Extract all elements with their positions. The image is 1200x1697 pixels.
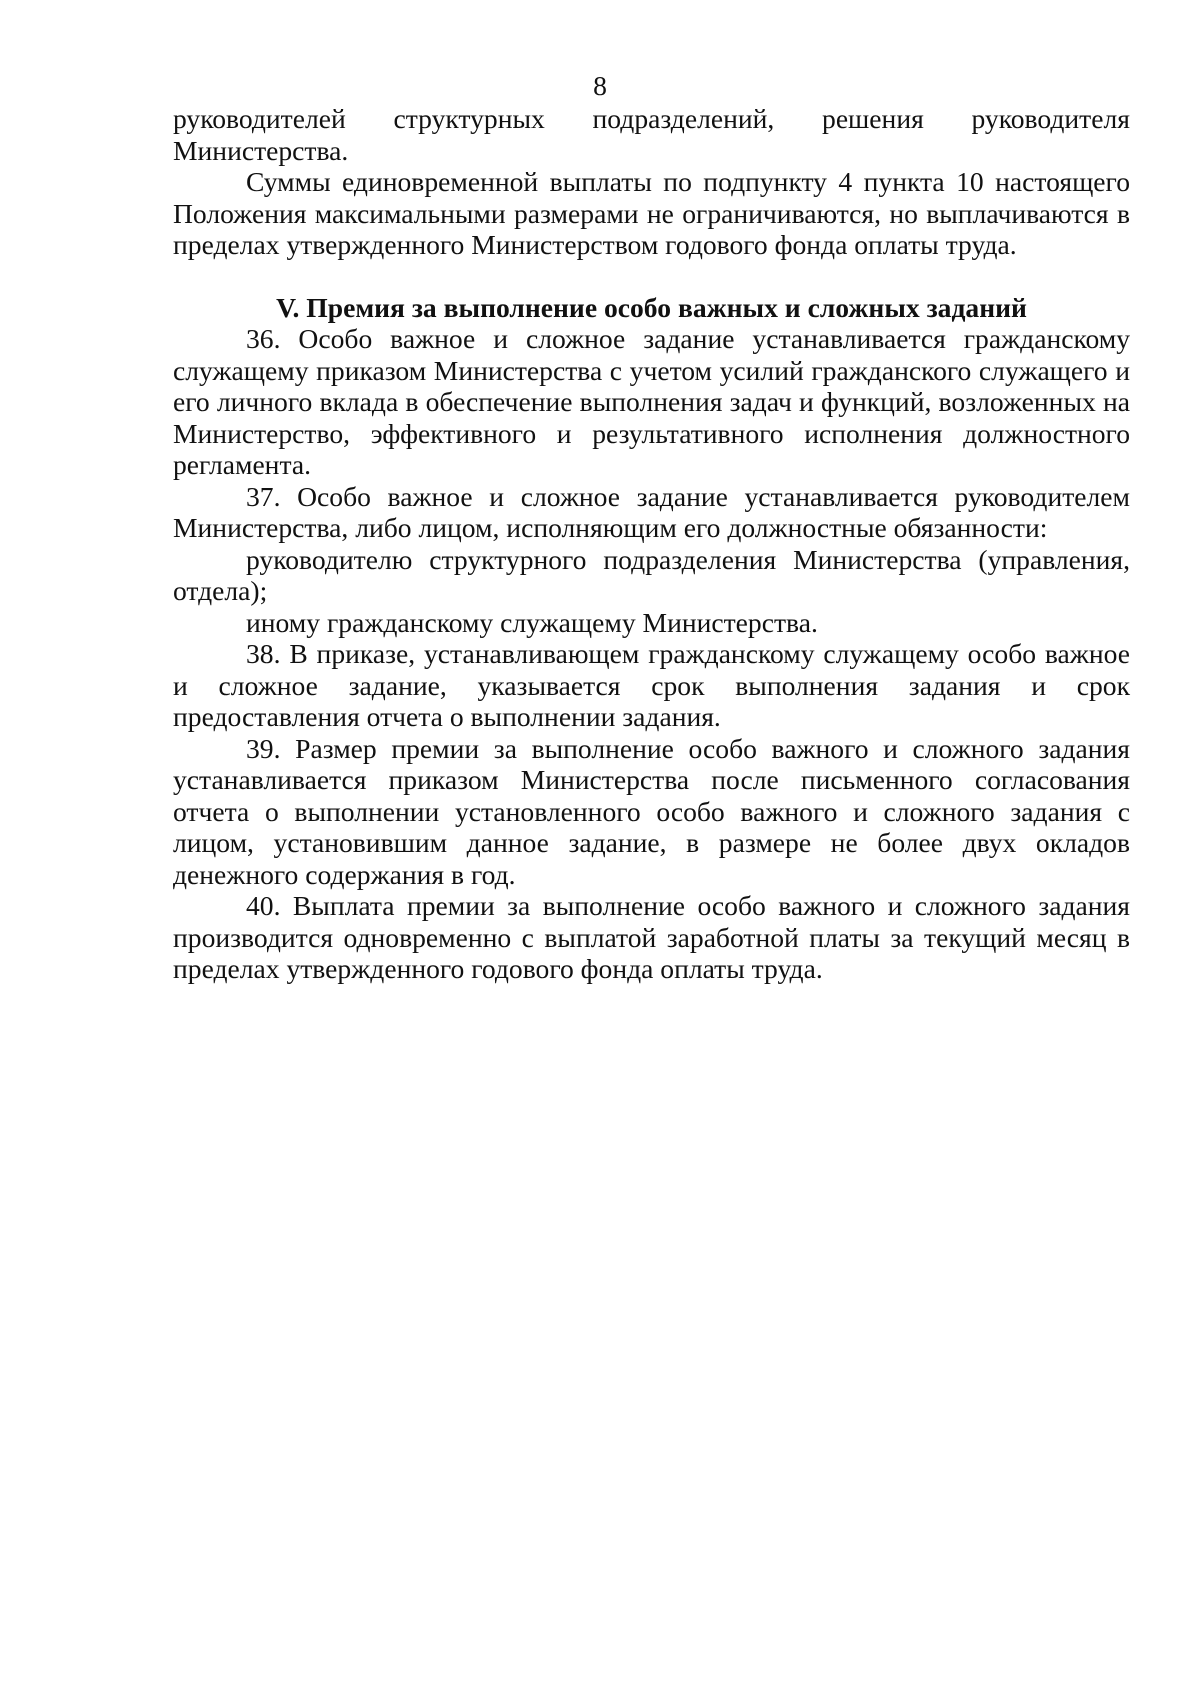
- continuation-end: Министерства.: [173, 134, 349, 166]
- paragraph-36: 36. Особо важное и сложное задание устанавливается гражданскому служащему приказом Министерства с учетом усилий гражданского служащего и его личного вклада в обеспечение выполнения задач и функций, возложенных на Министерство, эффективного и результативного исполнения должностного регламента.: [173, 323, 1130, 480]
- document-body: [173, 103, 1130, 985]
- continuation-word: руководителя: [971, 103, 1130, 134]
- paragraph-40: 40. Выплата премии за выполнение особо важного и сложного задания производится одновременно с выплатой заработной платы за текущий месяц в пределах утвержденного годового фонда оплаты труда.: [173, 890, 1130, 984]
- paragraph-sums: Суммы единовременной выплаты по подпункту 4 пункта 10 настоящего Положения максимальными размерами не ограничиваются, но выплачиваются в пределах утвержденного Министерством годового фонда оплаты труда.: [173, 166, 1130, 260]
- paragraph-37-item-1: руководителю структурного подразделения Министерства (управления, отдела);: [173, 543, 1130, 606]
- paragraph-37: 37. Особо важное и сложное задание устанавливается руководителем Министерства, либо лицом, исполняющим его должностные обязанности:: [173, 480, 1130, 543]
- paragraph-38: 38. В приказе, устанавливающем гражданскому служащему особо важное и сложное задание, указывается срок выполнения задания и срок предоставления отчета о выполнении задания.: [173, 638, 1130, 732]
- continuation-word: руководителей: [173, 103, 346, 134]
- section-heading: V. Премия за выполнение особо важных и сложных заданий: [276, 291, 1027, 323]
- paragraph-39: 39. Размер премии за выполнение особо важного и сложного задания устанавливается приказом Министерства после письменного согласования отчета о выполнении установленного особо важного и сложного задания с лицом, установившим данное задание, в размере не более двух окладов денежного содержания в год.: [173, 732, 1130, 890]
- continuation-line: [173, 103, 1130, 135]
- paragraph-37-item-2: иному гражданскому служащему Министерства.: [246, 606, 818, 638]
- continuation-word: решения: [822, 103, 924, 134]
- continuation-word: подразделений,: [592, 103, 775, 134]
- page-number: 8: [593, 70, 607, 101]
- continuation-word: структурных: [393, 103, 545, 134]
